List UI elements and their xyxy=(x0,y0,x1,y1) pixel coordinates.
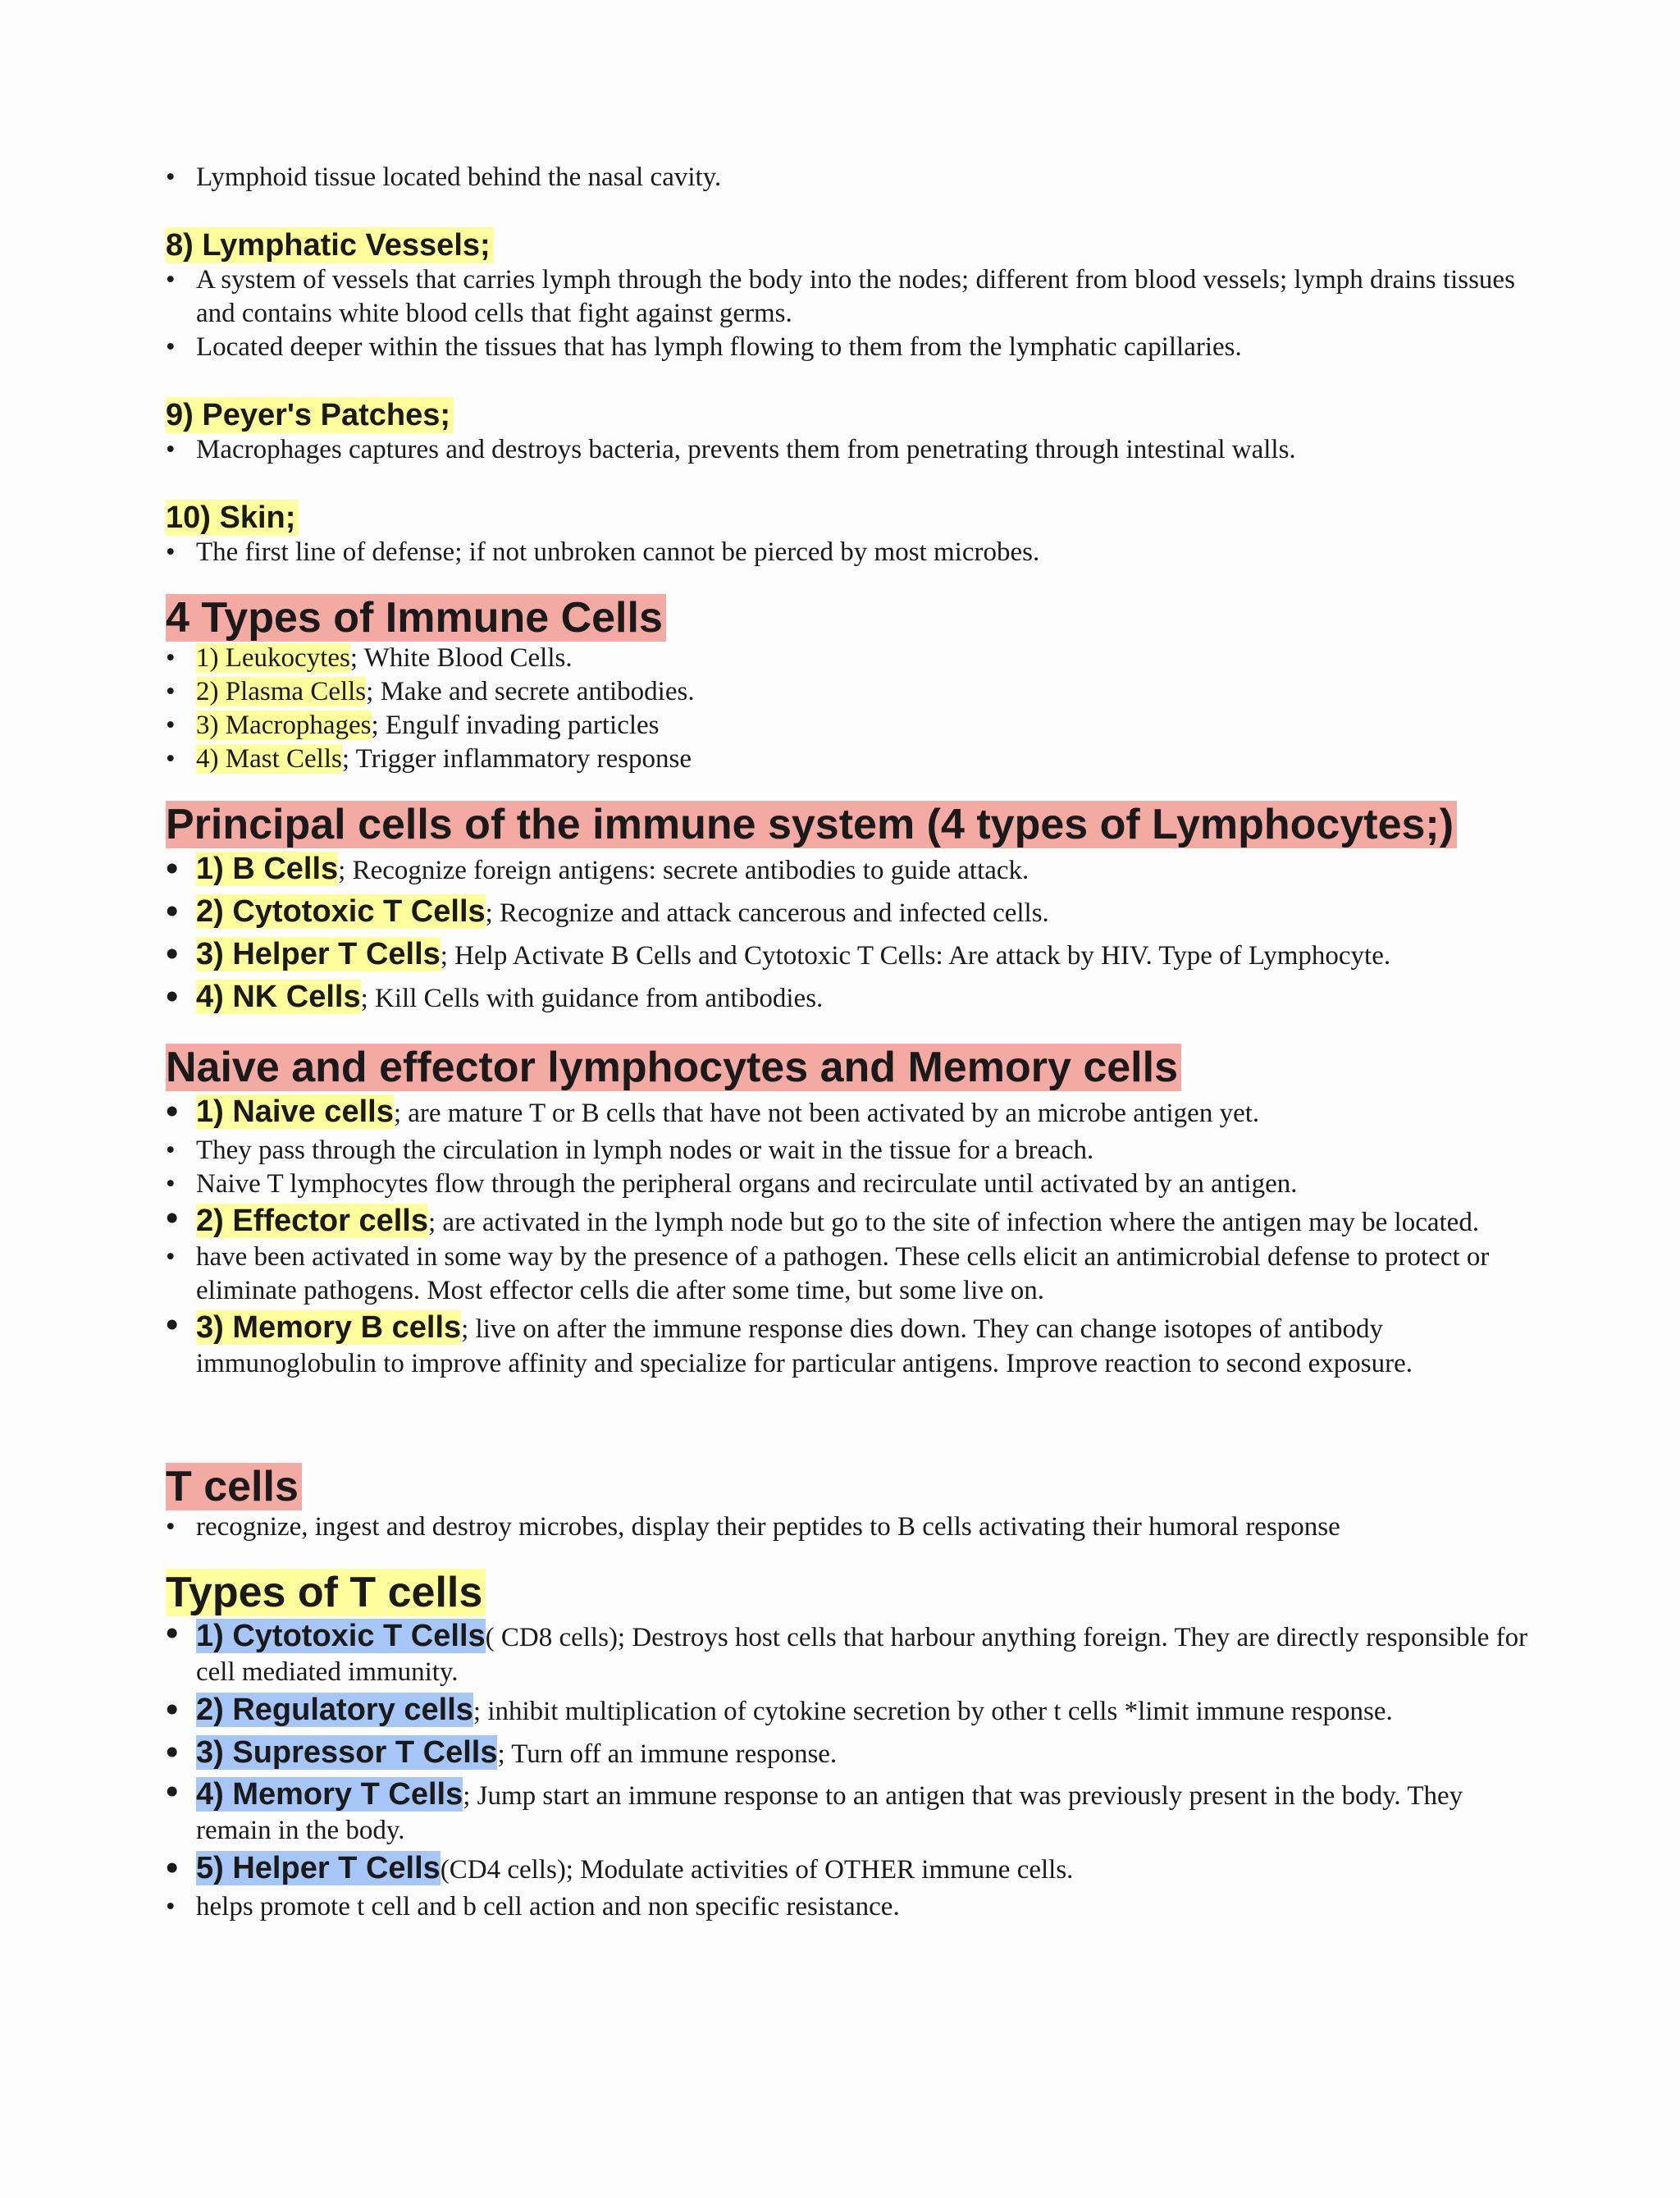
term-highlight: 3) Supressor T Cells xyxy=(196,1735,498,1770)
term-description: ( CD8 cells); Destroys host cells that harbour anything foreign. They are directly responsible for cell mediated immunity. xyxy=(196,1623,1528,1687)
term-description: ; Turn off an immune response. xyxy=(497,1739,838,1769)
term-description: ; Kill Cells with guidance from antibodies. xyxy=(360,984,824,1013)
list-item xyxy=(166,433,1544,467)
section-heading-types-of-t-cells: Types of T cells xyxy=(166,1569,486,1616)
list-item xyxy=(166,1890,1544,1924)
section-heading-naive-effector: Naive and effector lymphocytes and Memory cells xyxy=(166,1044,1181,1091)
term-description: ; Jump start an immune response to an antigen that was previously present in the body. They remain in the body. xyxy=(196,1781,1463,1845)
term-description: ; Help Activate B Cells and Cytotoxic T Cells: Are attack by HIV. Type of Lymphocyte. xyxy=(440,941,1391,971)
term-description: ; are mature T or B cells that have not been activated by an microbe antigen yet. xyxy=(393,1099,1260,1128)
list-item xyxy=(166,1510,1544,1544)
list-item xyxy=(166,331,1544,364)
section-heading-skin: 10) Skin; xyxy=(166,500,299,536)
term-description: ; White Blood Cells. xyxy=(349,643,573,673)
list-item xyxy=(166,263,1544,331)
bullet-text: have been activated in some way by the presence of a pathogen. These cells elicit an antimicrobial defense to protect or eliminate pathogens. Most effector cells die after some time, but some live on. xyxy=(196,1242,1490,1305)
bullet-text: They pass through the circulation in lymph nodes or wait in the tissue for a breach. xyxy=(196,1136,1094,1165)
term-highlight: 2) Effector cells xyxy=(196,1204,428,1238)
term-highlight: 3) Macrophages xyxy=(196,711,372,740)
list-item xyxy=(166,1775,1544,1848)
list-item xyxy=(166,642,1544,675)
list-item xyxy=(166,1091,1544,1134)
bullet-text: A system of vessels that carries lymph through the body into the nodes; different from blood vessels; lymph drains tissues and contains white blood cells that fight against germs. xyxy=(196,265,1515,328)
list-item xyxy=(166,1732,1544,1775)
term-highlight: 1) Leukocytes xyxy=(196,643,350,673)
section-heading-t-cells: T cells xyxy=(166,1463,302,1510)
bullet-text: Located deeper within the tissues that has lymph flowing to them from the lymphatic capillaries. xyxy=(196,332,1242,362)
term-highlight: 4) Memory T Cells xyxy=(196,1777,463,1812)
bullet-text: Lymphoid tissue located behind the nasal cavity. xyxy=(196,162,722,192)
list-item xyxy=(166,675,1544,709)
term-description: ; Make and secrete antibodies. xyxy=(366,677,695,706)
list-item xyxy=(166,1848,1544,1890)
list-item xyxy=(166,709,1544,743)
term-description: ; inhibit multiplication of cytokine secretion by other t cells *limit immune response. xyxy=(472,1697,1393,1726)
list-item xyxy=(166,848,1544,891)
section-heading-principal-cells: Principal cells of the immune system (4 types of Lymphocytes;) xyxy=(166,801,1457,848)
list-item xyxy=(166,1134,1544,1168)
list-item xyxy=(166,891,1544,934)
list-item xyxy=(166,1689,1544,1732)
document-content xyxy=(166,161,1544,1924)
term-description: ; Recognize foreign antigens: secrete antibodies to guide attack. xyxy=(338,856,1029,885)
list-item xyxy=(166,1168,1544,1201)
term-highlight: 2) Regulatory cells xyxy=(196,1693,473,1727)
term-highlight: 4) Mast Cells xyxy=(196,744,342,774)
list-item xyxy=(166,934,1544,976)
term-description: ; are activated in the lymph node but go to the site of infection where the antigen may be located. xyxy=(428,1208,1480,1237)
bullet-text: recognize, ingest and destroy microbes, display their peptides to B cells activating their humoral response xyxy=(196,1512,1340,1542)
term-highlight: 2) Cytotoxic T Cells xyxy=(196,894,486,929)
section-heading-immune-cells: 4 Types of Immune Cells xyxy=(166,594,666,642)
term-highlight: 3) Helper T Cells xyxy=(196,937,441,971)
list-item xyxy=(166,976,1544,1019)
term-description: ; live on after the immune response dies down. They can change isotopes of antibody immunoglobulin to improve affinity and specialize for particular antigens. Improve reaction to second exposure. xyxy=(196,1314,1413,1378)
list-item xyxy=(166,743,1544,776)
section-heading-peyers-patches: 9) Peyer's Patches; xyxy=(166,397,454,433)
term-highlight: 5) Helper T Cells xyxy=(196,1851,441,1885)
bullet-text: helps promote t cell and b cell action and non specific resistance. xyxy=(196,1892,900,1922)
bullet-text: The first line of defense; if not unbroken cannot be pierced by most microbes. xyxy=(196,537,1040,567)
term-highlight: 1) B Cells xyxy=(196,852,339,886)
list-item xyxy=(166,1616,1544,1689)
list-item xyxy=(166,1308,1544,1381)
term-highlight: 3) Memory B cells xyxy=(196,1310,462,1345)
section-heading-lymphatic-vessels: 8) Lymphatic Vessels; xyxy=(166,227,494,263)
list-item xyxy=(166,161,1544,194)
term-description: ; Trigger inflammatory response xyxy=(341,744,692,774)
term-highlight: 1) Cytotoxic T Cells xyxy=(196,1619,486,1653)
term-description: ; Engulf invading particles xyxy=(371,711,660,740)
list-item xyxy=(166,536,1544,569)
list-item xyxy=(166,1241,1544,1308)
term-highlight: 2) Plasma Cells xyxy=(196,677,367,706)
term-description: (CD4 cells); Modulate activities of OTHER immune cells. xyxy=(440,1855,1074,1885)
bullet-text: Naive T lymphocytes flow through the peripheral organs and recirculate until activated by an antigen. xyxy=(196,1169,1298,1199)
bullet-text: Macrophages captures and destroys bacteria, prevents them from penetrating through intestinal walls. xyxy=(196,435,1296,464)
list-item xyxy=(166,1201,1544,1241)
term-highlight: 1) Naive cells xyxy=(196,1094,394,1129)
term-description: ; Recognize and attack cancerous and infected cells. xyxy=(485,898,1049,928)
term-highlight: 4) NK Cells xyxy=(196,980,361,1014)
